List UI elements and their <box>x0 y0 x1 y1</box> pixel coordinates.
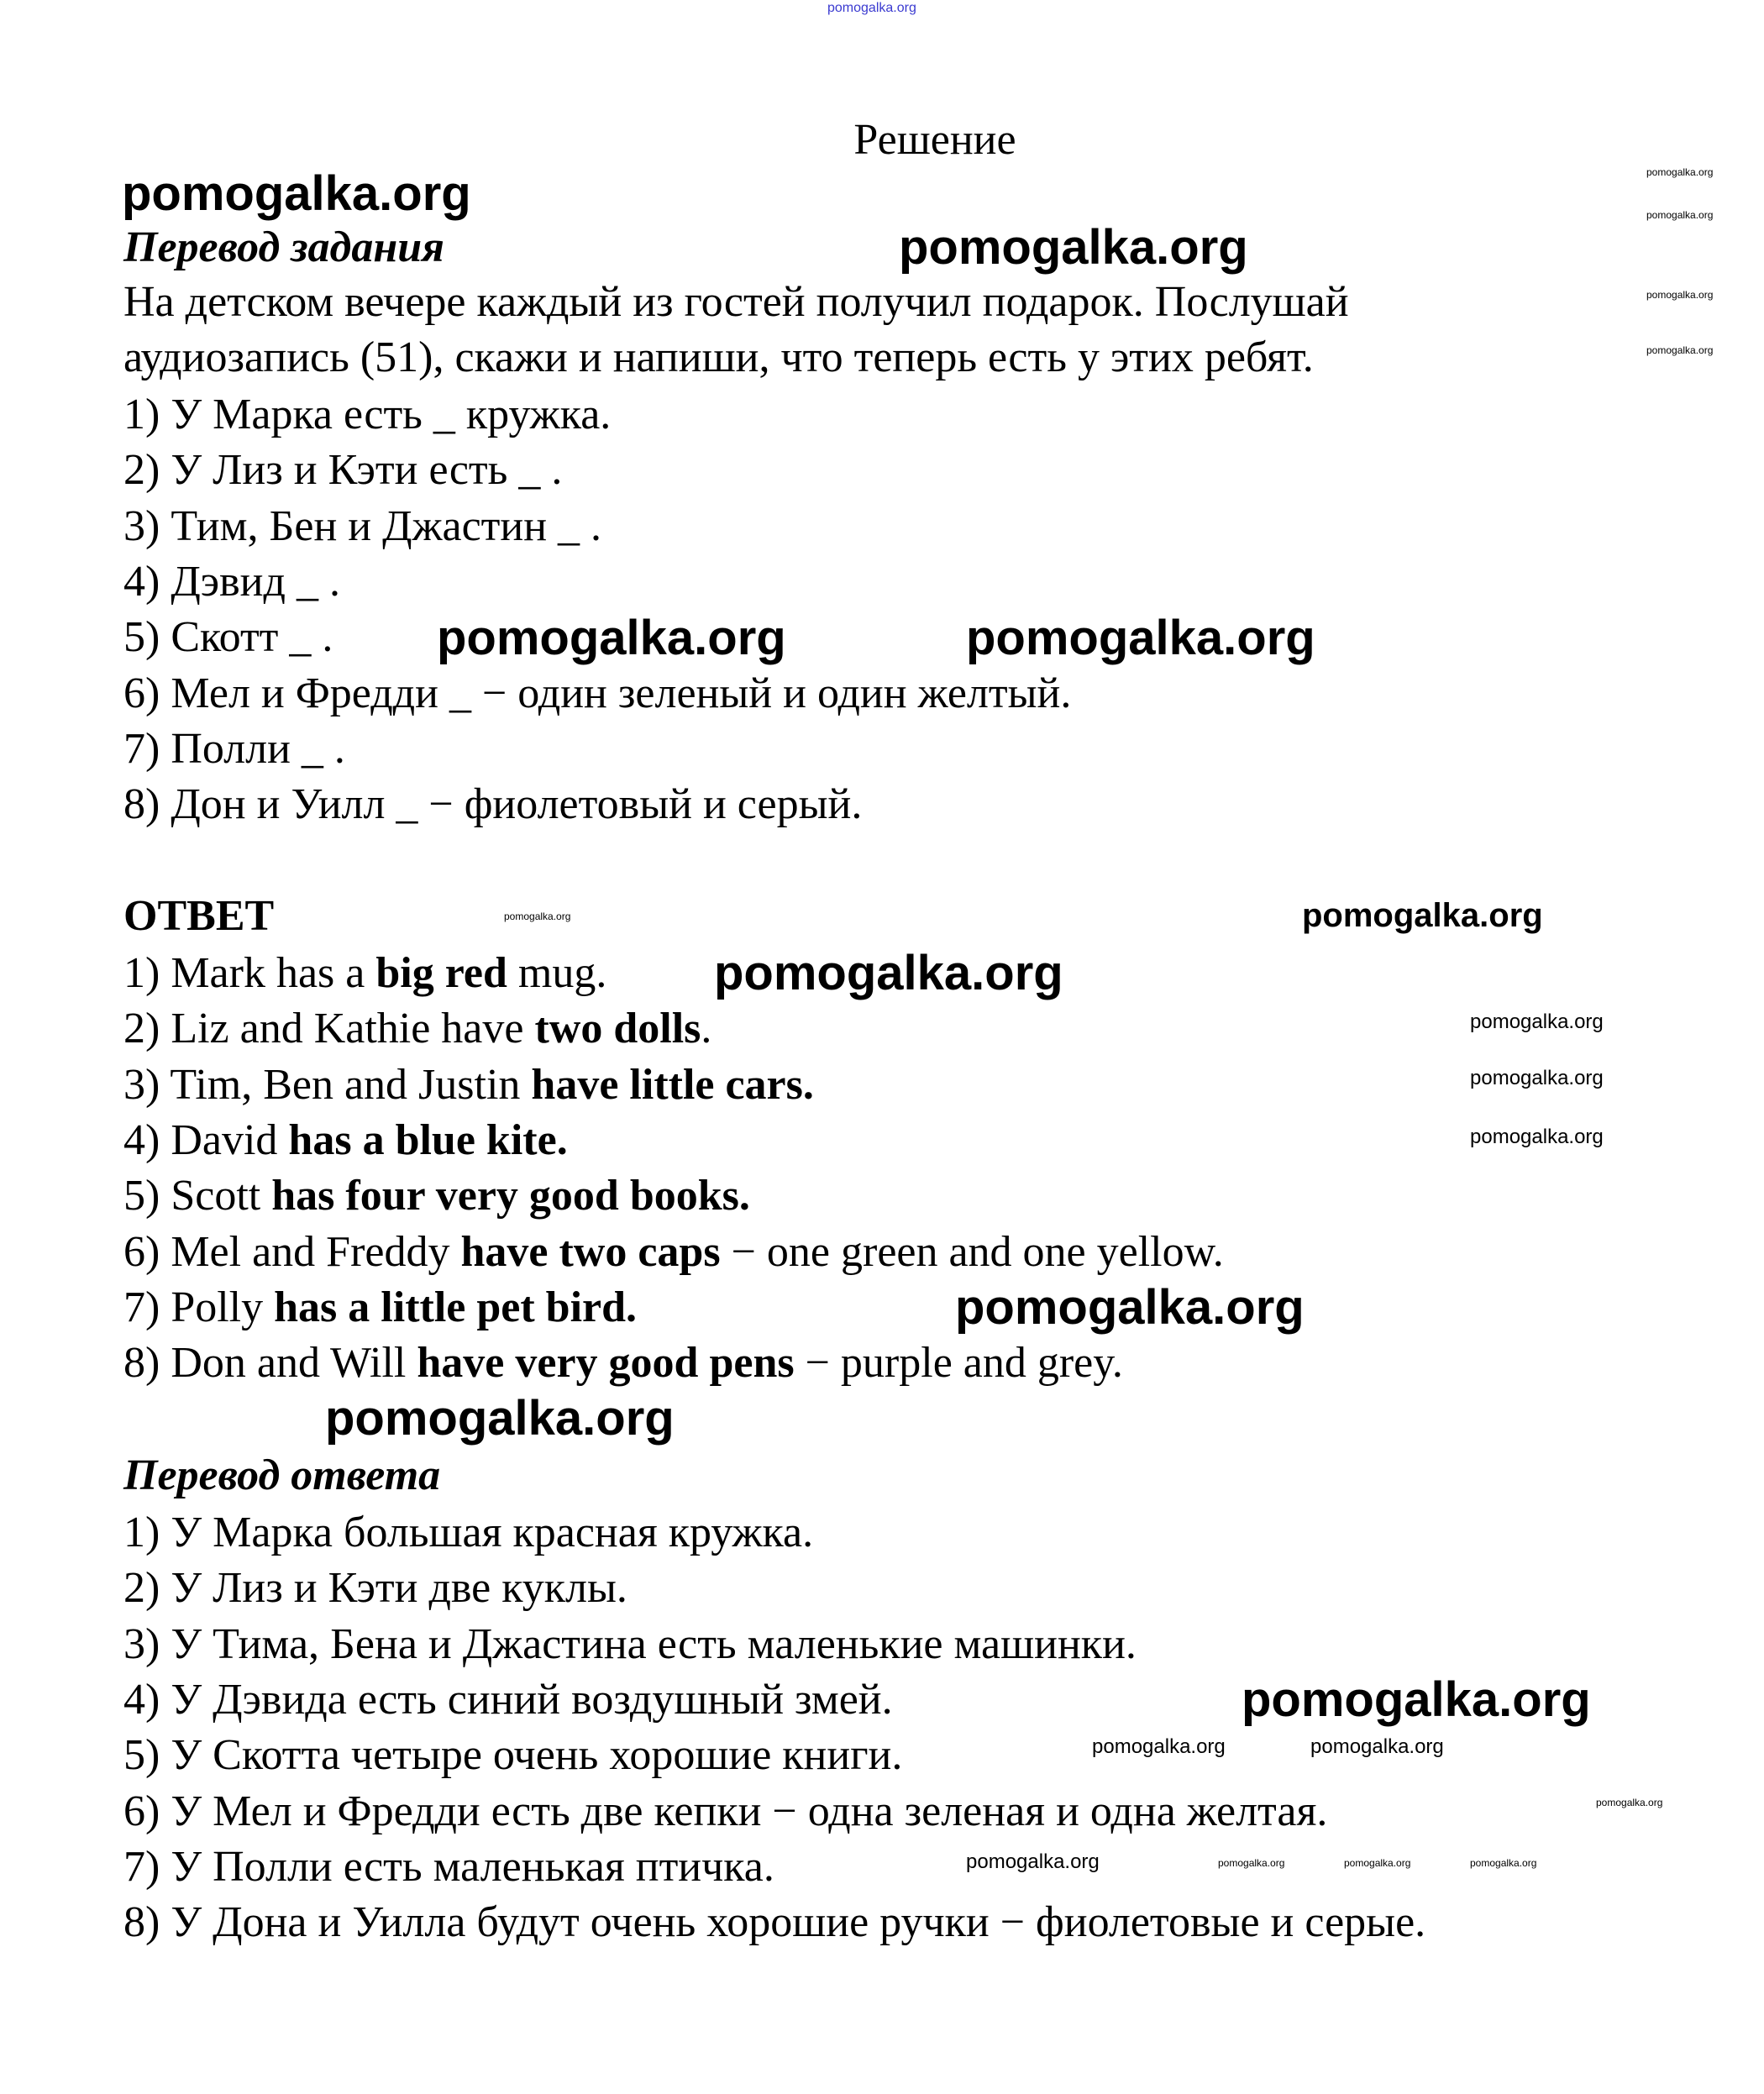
header-watermark[interactable]: pomogalka.org <box>827 1 916 15</box>
answer-item <box>123 1168 750 1224</box>
answer-bold-part: has a little pet bird. <box>274 1283 638 1331</box>
watermark: pomogalka.org <box>1470 1067 1604 1089</box>
answer-translation-item: 2) У Лиз и Кэти две куклы. <box>123 1564 627 1613</box>
task-text-line: аудиозапись (51), скажи и напиши, что теперь есть у этих ребят. <box>123 333 1314 381</box>
answer-item <box>123 1001 711 1057</box>
watermark: pomogalka.org <box>1242 1672 1591 1727</box>
watermark: pomogalka.org <box>714 946 1063 1000</box>
watermark: pomogalka.org <box>1092 1735 1226 1758</box>
watermark: pomogalka.org <box>1218 1857 1285 1869</box>
answer-bold-part: has four very good books. <box>271 1172 750 1220</box>
answer-translation-item: 1) У Марка большая красная кружка. <box>123 1509 814 1556</box>
task-item: 2) У Лиз и Кэти есть _ . <box>123 446 563 495</box>
watermark: pomogalka.org <box>1470 1010 1604 1033</box>
watermark: pomogalka.org <box>1344 1857 1411 1869</box>
task-item: 1) У Марка есть _ кружка. <box>123 391 612 438</box>
answer-bold-part: has a blue kite. <box>288 1115 568 1164</box>
answer-text-part: mug. <box>507 949 607 997</box>
answer-text-part: 3) Tim, Ben and Justin <box>123 1060 532 1109</box>
answer-translation-item: 3) У Тима, Бена и Джастина есть маленькие машинки. <box>123 1619 1137 1668</box>
answer-translation-item: 5) У Скотта четыре очень хорошие книги. <box>123 1731 903 1780</box>
task-item: 7) Полли _ . <box>123 724 345 773</box>
answer-item <box>123 946 606 1001</box>
answer-text-part: 4) David <box>123 1115 289 1164</box>
watermark: pomogalka.org <box>966 611 1315 665</box>
answer-text-part: 8) Don and Will <box>123 1339 417 1388</box>
watermark: pomogalka.org <box>325 1391 675 1446</box>
answer-item <box>123 1113 568 1168</box>
watermark: pomogalka.org <box>966 1850 1100 1873</box>
answer-bold-part: big red <box>375 949 507 997</box>
watermark: pomogalka.org <box>1470 1126 1604 1148</box>
task-heading: Перевод задания <box>123 223 444 271</box>
answer-item <box>123 1057 814 1113</box>
answer-text-part: 2) Liz and Kathie have <box>123 1005 535 1053</box>
answer-text-part: 5) Scott <box>123 1172 272 1220</box>
task-text-line: На детском вечере каждый из гостей получил подарок. Послушай <box>123 278 1349 326</box>
watermark: pomogalka.org <box>1646 166 1714 178</box>
answer-heading: ОТВЕТ <box>123 892 275 940</box>
task-item: 6) Мел и Фредди _ − один зеленый и один желтый. <box>123 669 1072 717</box>
watermark: pomogalka.org <box>1646 209 1714 221</box>
answer-text-part: − one green and one yellow. <box>720 1227 1224 1276</box>
answer-item <box>123 1280 637 1336</box>
answer-bold-part: have little cars. <box>531 1060 814 1109</box>
answer-text-part: − purple and grey. <box>794 1339 1123 1388</box>
answer-text-part: . <box>701 1005 712 1053</box>
watermark: pomogalka.org <box>1646 289 1714 301</box>
answer-bold-part: have two caps <box>460 1227 721 1276</box>
page-title: Решение <box>853 116 1016 164</box>
answer-text-part: 7) Polly <box>123 1283 275 1331</box>
answer-text-part: 1) Mark has a <box>123 949 376 997</box>
answer-translation-heading: Перевод ответа <box>123 1451 441 1499</box>
answer-translation-item: 6) У Мел и Фредди есть две кепки − одна зеленая и одна желтая. <box>123 1787 1328 1835</box>
task-item: 3) Тим, Бен и Джастин _ . <box>123 501 602 550</box>
watermark: pomogalka.org <box>899 220 1248 275</box>
task-item: 5) Скотт _ . <box>123 613 333 662</box>
answer-item <box>123 1336 1123 1391</box>
watermark: pomogalka.org <box>437 611 786 665</box>
task-item: 8) Дон и Уилл _ − фиолетовый и серый. <box>123 780 863 829</box>
answer-translation-item: 8) У Дона и Уилла будут очень хорошие ручки − фиолетовые и серые. <box>123 1898 1426 1947</box>
watermark: pomogalka.org <box>1596 1797 1663 1808</box>
answer-item <box>123 1225 1224 1280</box>
watermark: pomogalka.org <box>1302 897 1543 934</box>
watermark: pomogalka.org <box>1470 1857 1537 1869</box>
watermark: pomogalka.org <box>955 1280 1305 1335</box>
watermark: pomogalka.org <box>1310 1735 1444 1758</box>
task-item: 4) Дэвид _ . <box>123 557 340 606</box>
answer-bold-part: have very good pens <box>417 1339 795 1388</box>
answer-translation-item: 4) У Дэвида есть синий воздушный змей. <box>123 1675 893 1724</box>
answer-translation-item: 7) У Полли есть маленькая птичка. <box>123 1842 774 1891</box>
watermark: pomogalka.org <box>504 911 571 922</box>
answer-bold-part: two dolls <box>534 1005 701 1053</box>
watermark: pomogalka.org <box>1646 344 1714 356</box>
watermark: pomogalka.org <box>122 166 471 221</box>
answer-text-part: 6) Mel and Freddy <box>123 1227 461 1276</box>
